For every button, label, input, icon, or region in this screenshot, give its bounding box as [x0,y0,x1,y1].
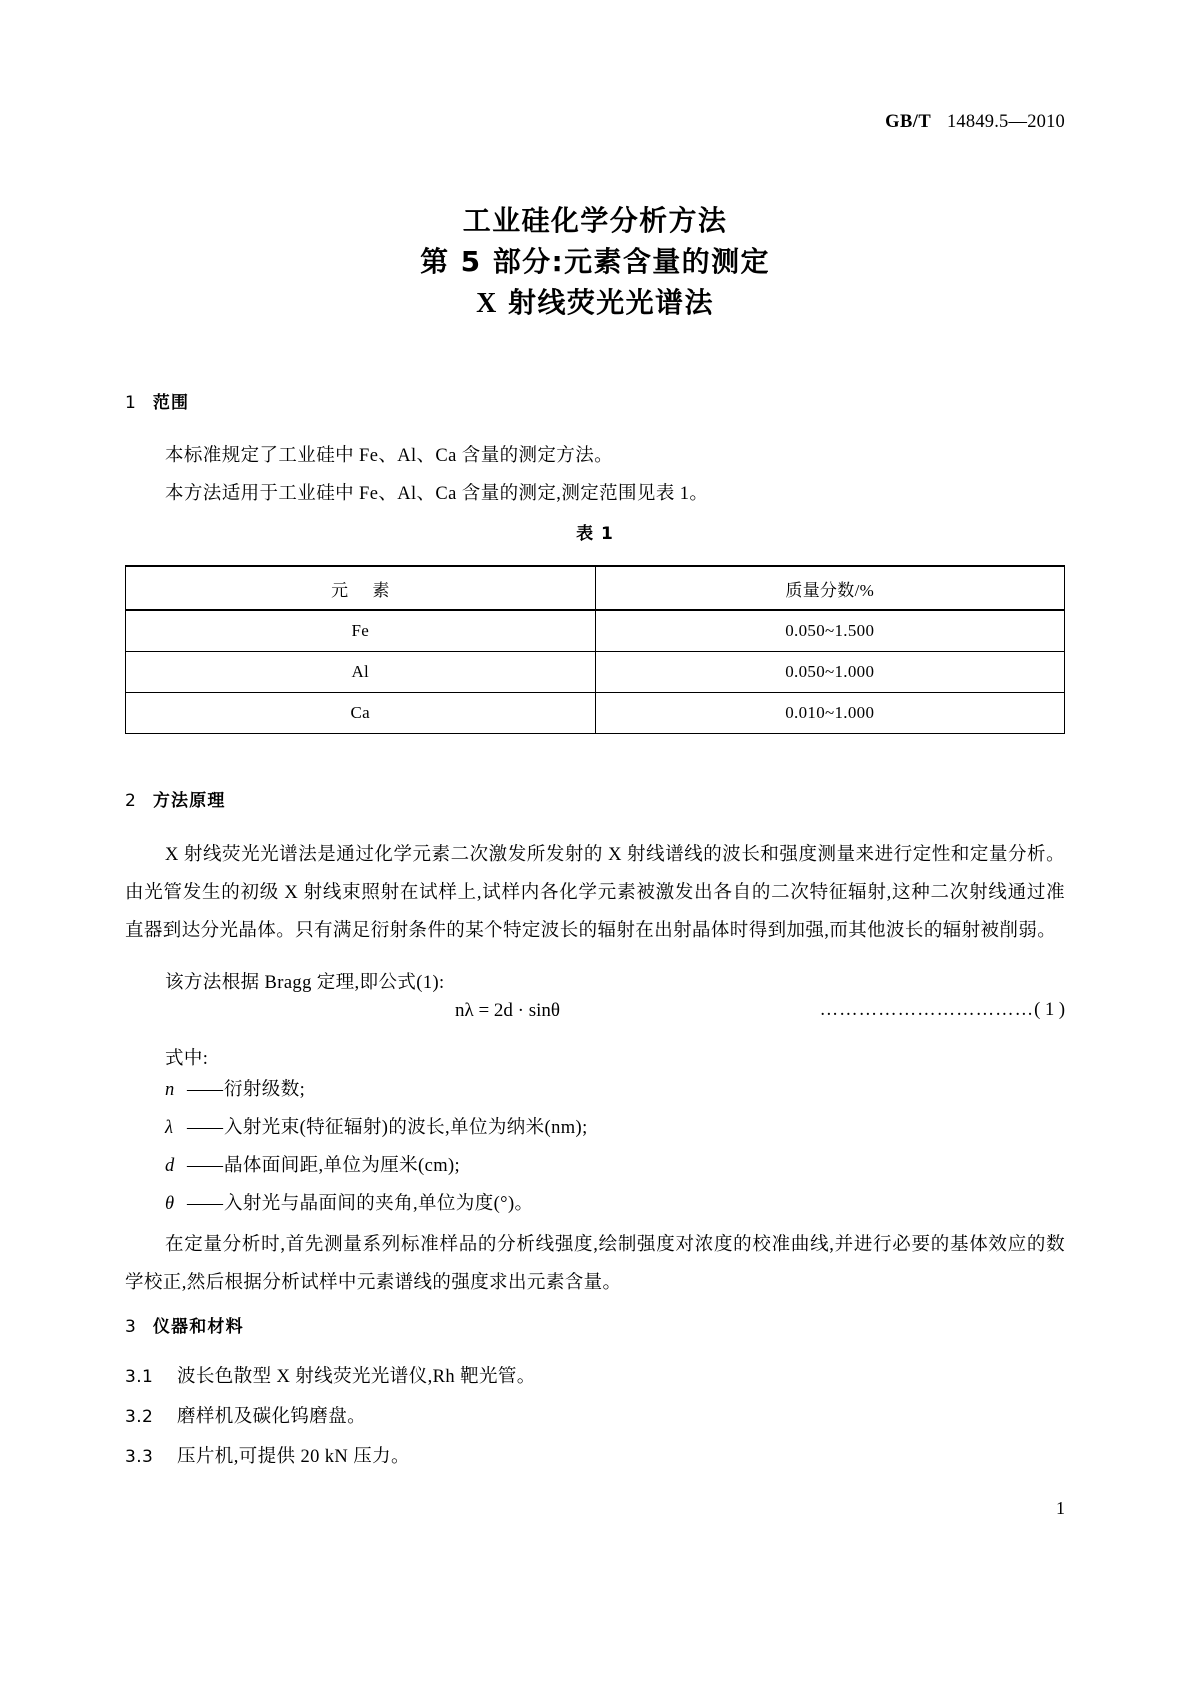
variable-text: 晶体面间距,单位为厘米(cm); [224,1156,461,1176]
variable-text: 衍射级数; [224,1080,306,1100]
variable-definition-n [165,1075,305,1101]
table-1-body [126,610,1065,734]
variable-definition-lambda [165,1113,588,1139]
section-3-number: 3 [125,1317,136,1337]
section-2-paragraph-2: 该方法根据 Bragg 定理,即公式(1): [165,973,445,993]
section-3-label: 仪器和材料 [152,1317,244,1337]
where-label: 式中: [165,1049,209,1069]
variable-dash: —— [187,1080,222,1100]
section-heading-3 [125,1312,244,1337]
section-heading-2 [125,786,226,811]
formula-number-group [820,1000,1065,1021]
table-row [126,652,1065,693]
page-number: 1 [1056,1498,1065,1518]
clause-text: 波长色散型 X 射线荧光光谱仪,Rh 靶光管。 [177,1367,536,1387]
document-title [125,200,1065,324]
standard-number: 14849.5—2010 [946,112,1065,132]
formula-expression: nλ = 2d · sinθ [455,1000,561,1021]
table-1-caption: 表 1 [576,524,614,544]
table-column-header-element: 元 素 [126,566,596,610]
clause-3-2 [125,1402,1065,1428]
variable-dash: —— [187,1118,222,1138]
clause-number: 3.1 [125,1367,154,1387]
formula-leader-dots: …………………………… [819,1000,1035,1020]
clause-3-3 [125,1442,1065,1468]
cell-element: Fe [126,610,596,652]
variable-text: 入射光与晶面间的夹角,单位为度(°)。 [224,1194,534,1214]
table-row [126,610,1065,652]
table-header-row [126,566,1065,610]
variable-symbol: λ [165,1118,174,1138]
section-heading-1 [125,388,189,413]
title-line-2: 第 5 部分:元素含量的测定 [420,245,770,278]
cell-range: 0.050~1.500 [595,610,1065,652]
clause-text: 磨样机及碳化钨磨盘。 [177,1407,367,1427]
table-1-head [126,566,1065,610]
section-2-label: 方法原理 [152,791,226,811]
title-line-3 [125,282,1065,324]
standard-prefix: GB/T [885,112,932,132]
variable-text: 入射光束(特征辐射)的波长,单位为纳米(nm); [224,1118,588,1138]
table-row [126,693,1065,734]
variable-dash: —— [187,1156,222,1176]
clause-number: 3.2 [125,1407,154,1427]
title-line-3-rest: 射线荧光光谱法 [496,286,714,319]
section-2-paragraph-1: X 射线荧光光谱法是通过化学元素二次激发所发射的 X 射线谱线的波长和强度测量来进行定性和定量分析。由光管发生的初级 X 射线束照射在试样上,试样内各化学元素被激发出各自的二次特征辐射,这种二次射线通过准直器到达分光晶体。只有满足衍射条件的某个特定波长的辐射在出射晶体时得到加强,而其他波长的辐射被削弱。 [125,845,1065,941]
cell-element: Al [126,652,596,693]
title-line-3-latin: X [476,288,497,319]
variable-symbol: d [165,1156,175,1176]
section-2-number: 2 [125,791,136,811]
formula-number: ( 1 ) [1034,1000,1065,1020]
variable-definition-d [165,1151,460,1177]
variable-symbol: n [165,1080,175,1100]
formula-row-1 [125,1000,1065,1034]
clause-text: 压片机,可提供 20 kN 压力。 [177,1447,410,1467]
section-2-paragraph-3: 在定量分析时,首先测量系列标准样品的分析线强度,绘制强度对浓度的校准曲线,并进行必要的基体效应的数学校正,然后根据分析试样中元素谱线的强度求出元素含量。 [125,1235,1065,1293]
section-1-paragraph-1: 本标准规定了工业硅中 Fe、Al、Ca 含量的测定方法。 [165,446,614,466]
table-column-header-massfraction: 质量分数/% [595,566,1065,610]
section-1-label: 范围 [152,393,190,413]
cell-range: 0.010~1.000 [595,693,1065,734]
variable-symbol: θ [165,1194,175,1214]
title-line-1: 工业硅化学分析方法 [462,204,728,237]
section-1-number: 1 [125,393,136,413]
document-header [125,112,1065,133]
variable-dash: —— [187,1194,222,1214]
variable-definition-theta [165,1189,533,1215]
cell-element: Ca [126,693,596,734]
cell-range: 0.050~1.000 [595,652,1065,693]
table-1 [125,565,1065,734]
clause-3-1 [125,1362,1065,1388]
section-1-paragraph-2: 本方法适用于工业硅中 Fe、Al、Ca 含量的测定,测定范围见表 1。 [165,484,709,504]
clause-number: 3.3 [125,1447,154,1467]
